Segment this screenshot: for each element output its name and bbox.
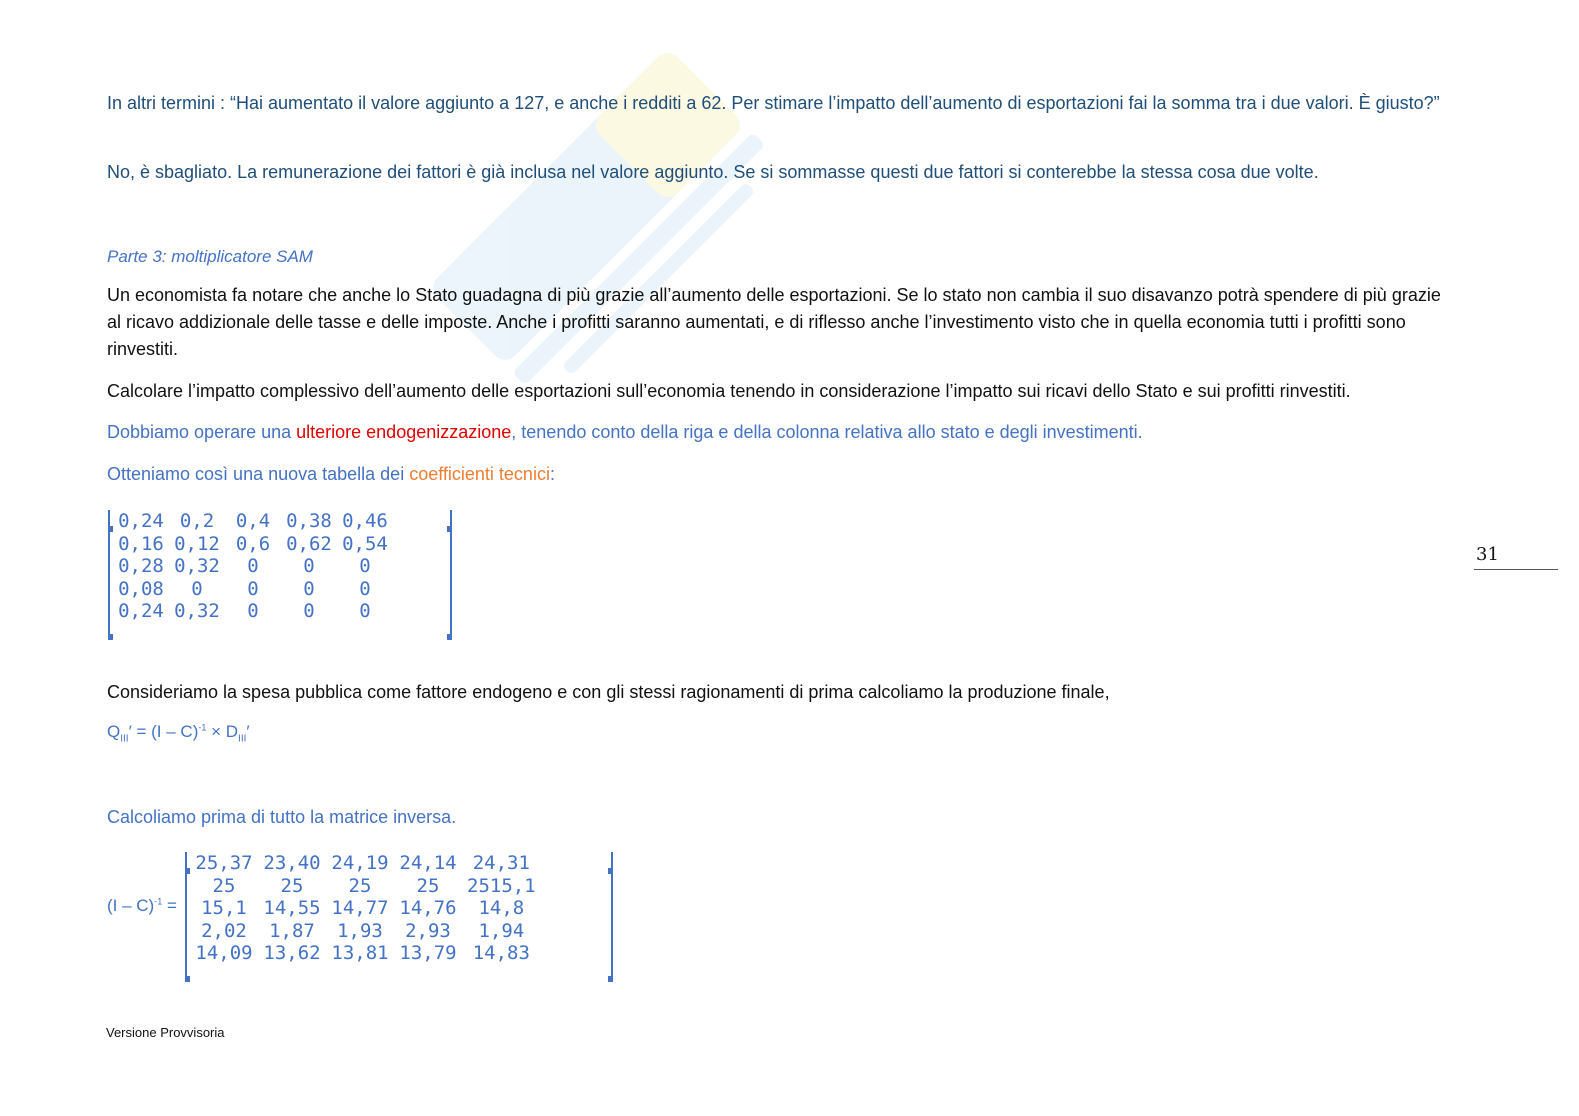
- matrix-right-bracket: [446, 510, 452, 640]
- matrix-cell: 2515,1: [467, 874, 536, 897]
- matrix-row: [113, 533, 393, 556]
- matrix-row: [190, 942, 541, 965]
- matrix-cell: 0,24: [118, 510, 164, 532]
- matrix-cell: 25: [416, 874, 440, 897]
- section-heading: Parte 3: moltiplicatore SAM: [107, 247, 313, 266]
- paragraph-economist: Un economista fa notare che anche lo Stato guadagna di più grazie all’aumento delle esportazioni. Se lo stato non cambia il suo disavanzo potrà spendere di più grazie al ricavo addizionale delle tasse e delle imposte. Anche i profitti saranno aumentati, e di riflesso anche l’investimento visto che in quella economia tutti i profitti sono rinvestiti.: [107, 285, 1441, 359]
- formula-d-subscript: III: [238, 733, 247, 745]
- matrix-cell: 25,37: [195, 852, 253, 874]
- page-number: 31: [1476, 544, 1499, 565]
- matrix-cell: 0,2: [179, 510, 215, 532]
- matrix-cell: 0,32: [174, 555, 220, 577]
- matrix-row: [113, 578, 393, 601]
- matrix-row: [190, 897, 541, 920]
- highlight-coefficients: coefficienti tecnici: [409, 464, 550, 484]
- matrix-cell: 1,87: [269, 919, 315, 942]
- matrix-right-bracket: [607, 852, 613, 982]
- matrix-cell: 0,4: [235, 510, 271, 532]
- matrix-table: [190, 852, 541, 965]
- matrix-cell: 13,62: [263, 942, 321, 964]
- matrix-row: [113, 600, 393, 623]
- matrix-cell: 0,32: [174, 600, 220, 622]
- paragraph-endogenization: [107, 419, 1452, 446]
- matrix-cell: 0: [247, 577, 259, 600]
- paragraph-inverse: Calcoliamo prima di tutto la matrice inversa.: [107, 807, 457, 827]
- matrix-cell: 0,6: [235, 532, 271, 555]
- paragraph-task: Calcolare l’impatto complessivo dell’aumento delle esportazioni sull’economia tenendo in considerazione l’impatto sui ricavi dello Stato e sui profitti rinvestiti.: [107, 381, 1351, 401]
- matrix-row: [190, 920, 541, 943]
- matrix-cell: 24,31: [472, 852, 530, 874]
- matrix-cell: 14,83: [472, 942, 530, 964]
- matrix-row: [113, 555, 393, 578]
- matrix-cell: 0: [359, 600, 371, 622]
- matrix-cell: 0,12: [174, 532, 220, 555]
- matrix-cell: 2,93: [405, 919, 451, 942]
- matrix-cell: 13,79: [399, 942, 457, 964]
- paragraph-question: In altri termini : “Hai aumentato il valore aggiunto a 127, e anche i redditi a 62. Per stimare l’impatto dell’aumento di esportazioni fai la somma tra i due valori. È giusto?”: [107, 93, 1440, 113]
- matrix-cell: 0: [359, 555, 371, 577]
- matrix-cell: 14,76: [399, 897, 457, 919]
- matrix-cell: 13,81: [331, 942, 389, 964]
- formula-middle: ′ = (I – C): [128, 722, 199, 741]
- coefficients-matrix: [108, 510, 452, 640]
- matrix-cell: 0: [359, 577, 371, 600]
- matrix-cell: 0: [191, 577, 203, 600]
- formula-q: Q: [107, 722, 121, 741]
- matrix-cell: 0: [303, 600, 315, 622]
- matrix-cell: 14,55: [263, 897, 321, 919]
- inverse-matrix: [185, 852, 613, 982]
- matrix-cell: 0,54: [342, 532, 388, 555]
- matrix-cell: 0: [247, 600, 259, 622]
- inverse-formula-label: [107, 896, 177, 916]
- matrix-cell: 0,38: [286, 510, 332, 532]
- inverse-equals: =: [162, 896, 177, 915]
- footer-version: Versione Provvisoria: [106, 1025, 225, 1040]
- text-segment: Otteniamo così una nuova tabella dei: [107, 464, 410, 484]
- matrix-cell: 0,24: [118, 600, 164, 622]
- matrix-cell: 0,62: [286, 532, 332, 555]
- matrix-row: [190, 875, 541, 898]
- paragraph-coefficients: [107, 461, 1452, 488]
- matrix-cell: 23,40: [263, 852, 321, 874]
- matrix-cell: 0,16: [118, 532, 164, 555]
- inverse-superscript: -1: [154, 896, 163, 907]
- matrix-cell: 15,1: [201, 897, 247, 919]
- matrix-cell: 0: [303, 577, 315, 600]
- matrix-cell: 25: [348, 874, 372, 897]
- matrix-cell: 1,94: [478, 919, 525, 942]
- matrix-cell: 0,46: [342, 510, 388, 532]
- production-formula: [107, 722, 250, 744]
- highlight-endogenization: ulteriore endogenizzazione: [296, 422, 512, 442]
- matrix-row: [190, 852, 541, 875]
- page-number-rule: [1474, 569, 1558, 570]
- formula-q-subscript: III: [120, 733, 129, 745]
- matrix-cell: 25: [280, 874, 304, 897]
- matrix-cell: 0,28: [118, 555, 164, 577]
- text-segment: Dobbiamo operare una: [107, 422, 297, 442]
- formula-times-d: × D: [206, 722, 239, 741]
- matrix-cell: 25: [212, 874, 236, 897]
- matrix-cell: 14,77: [331, 897, 389, 919]
- inverse-lhs: (I – C): [107, 896, 155, 915]
- text-segment: , tenendo conto della riga e della colonna relativa allo stato e degli investimenti.: [511, 422, 1143, 442]
- matrix-cell: 0: [303, 555, 315, 577]
- matrix-table: [113, 510, 393, 623]
- matrix-cell: 14,09: [195, 942, 253, 964]
- text-segment: :: [549, 464, 555, 484]
- formula-superscript: -1: [198, 722, 207, 733]
- matrix-cell: 0: [247, 555, 259, 577]
- formula-prime: ′: [246, 722, 250, 741]
- paragraph-public-spending: Consideriamo la spesa pubblica come fattore endogeno e con gli stessi ragionamenti di prima calcoliamo la produzione finale,: [107, 682, 1110, 702]
- matrix-cell: 1,93: [337, 919, 383, 942]
- matrix-cell: 24,14: [399, 852, 457, 874]
- matrix-cell: 0,08: [118, 577, 164, 600]
- matrix-cell: 2,02: [201, 919, 247, 942]
- matrix-row: [113, 510, 393, 533]
- paragraph-answer: No, è sbagliato. La remunerazione dei fattori è già inclusa nel valore aggiunto. Se si sommasse questi due fattori si conterebbe la stessa cosa due volte.: [107, 162, 1319, 182]
- matrix-cell: 14,8: [478, 897, 525, 919]
- matrix-cell: 24,19: [331, 852, 389, 874]
